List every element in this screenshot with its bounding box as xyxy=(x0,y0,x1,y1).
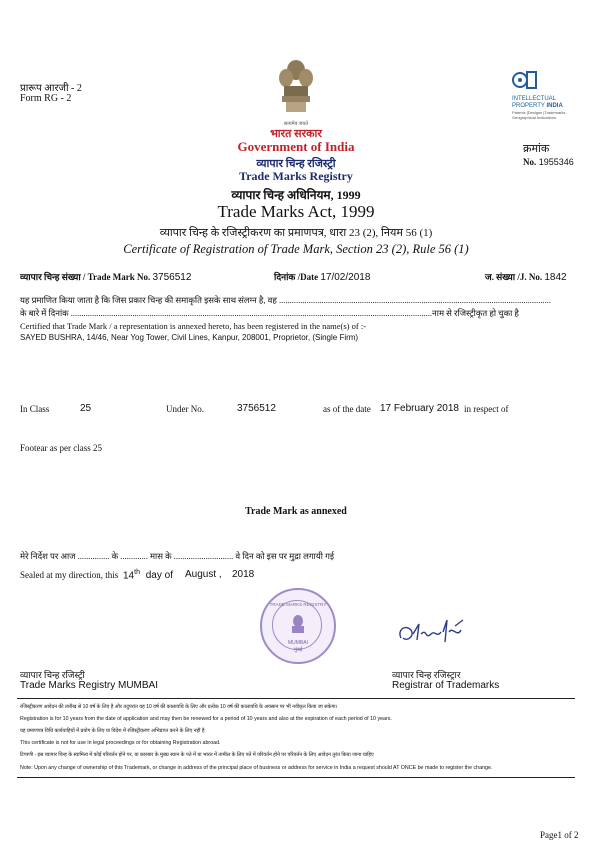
note-hindi-1: रजिस्ट्रीकरण आवेदन की तारीख से 10 वर्ष के लिए है और तदुपरांत यह 10 वर्ष की कालावधि के लिए और प्रत्येक 10 वर्ष की कालावधि के अवसान पर भी नवीकृत किया जा सकेगा। xyxy=(20,704,338,710)
notes-divider-top xyxy=(17,698,575,699)
certify-english: Certified that Trade Mark / a representation is annexed hereto, has been registered in the name(s) of :- xyxy=(20,321,367,331)
journal-value: 1842 xyxy=(544,272,567,283)
cert-english: Certificate of Registration of Trade Mark, Section 23 (2), Rule 56 (1) xyxy=(123,242,469,256)
govt-english: Government of India xyxy=(237,139,355,154)
sealed-year: 2018 xyxy=(232,569,255,580)
sealed-day xyxy=(123,569,173,581)
act-english: Trade Marks Act, 1999 xyxy=(217,202,375,221)
tm-no-value: 3756512 xyxy=(152,272,192,283)
journal-label: ज. संख्या /J. No. xyxy=(485,272,543,282)
goods-description: Footear as per class 25 xyxy=(20,443,102,453)
date-value: 17/02/2018 xyxy=(320,272,371,283)
footer-right-hindi: व्यापार चिन्ह रजिस्ट्रार xyxy=(392,670,461,680)
registry-english: Trade Marks Registry xyxy=(239,169,353,183)
sealed-day-number: 14 xyxy=(123,570,135,582)
sealed-day-suffix: th xyxy=(134,569,140,576)
sealed-label: Sealed at my direction, this xyxy=(20,570,119,580)
form-number: Form RG - 2 xyxy=(20,93,72,104)
seal-bottom-text: MUMBAI xyxy=(288,640,308,646)
page-number: Page1 of 2 xyxy=(540,830,579,840)
registry-hindi: व्यापार चिन्ह रजिस्ट्री xyxy=(256,158,336,170)
footer-left-hindi: व्यापार चिन्ह रजिस्ट्री xyxy=(20,670,85,680)
notes-divider-bottom xyxy=(17,777,575,778)
in-respect-label: in respect of xyxy=(464,404,509,414)
national-emblem xyxy=(272,56,320,127)
sealed-month: August , xyxy=(185,569,222,580)
note-english-2: This certificate is not for use in legal proceedings or for obtaining Registration abroad. xyxy=(20,740,221,746)
ip-logo-line2-strong: INDIA xyxy=(546,103,563,109)
footer-left-english: Trade Marks Registry MUMBAI xyxy=(20,680,158,691)
note-hindi-3: टिप्पणी - इस व्यापार चिन्ह के स्वामित्व में कोई परिवर्तन होने पर, या कारबार के मुख्य स्थान के पते में या भारत में तामील के लिए पते में परिवर्तन होने पर परिवर्तन के लिए आवेदन तुरंत किया जाना चाहिए xyxy=(20,752,374,758)
seal-hindi-text: मुंबई xyxy=(293,648,303,653)
under-no-value: 3756512 xyxy=(237,403,276,414)
certify-hindi-2: के बारे में दिनांक ..........................................................................................................................................................................नाम से रजिस्ट्रीकृत हो चुका है xyxy=(20,308,519,318)
note-hindi-2: यह प्रमाणपत्र विधि कार्यवाहियों में प्रयोग के लिए या विदेश में रजिस्ट्रीकरण अभिप्राप्त करने के लिए नहीं है xyxy=(20,728,205,734)
under-no-label: Under No. xyxy=(166,404,204,414)
in-class-label: In Class xyxy=(20,404,50,414)
registrar-signature xyxy=(395,612,475,652)
ip-logo-line4: Geographical Indications xyxy=(512,115,557,120)
ip-india-emblem-icon xyxy=(512,70,538,90)
serial-hindi: क्रमांक xyxy=(523,143,550,155)
tm-no-label: व्यापार चिन्ह संख्या / Trade Mark No. xyxy=(20,272,151,282)
owner-details: SAYED BUSHRA, 14/46, Near Yog Tower, Civil Lines, Kanpur, 208001, Proprietor, (Single Firm) xyxy=(20,333,359,342)
certify-hindi-1: यह प्रमाणित किया जाता है कि जिस प्रकार चिन्ह की समाकृति इसके साथ संलग्न है, वह ................................................................................................................................ xyxy=(20,295,552,305)
date-label: दिनांक /Date xyxy=(274,272,319,282)
emblem-caption: सत्यमेव जयते xyxy=(283,122,309,127)
serial-value: 1955346 xyxy=(538,157,574,167)
trade-mark-annexed: Trade Mark as annexed xyxy=(245,506,347,517)
sealed-day-word: day of xyxy=(145,570,173,582)
as-of-label: as of the date xyxy=(323,404,371,414)
note-english-3: Note: Upon any change of ownership of this Trademark, or change in address of the principal place of business or address for service in India a request should AT ONCE be made to register the change. xyxy=(20,765,493,771)
form-number-hindi: प्रारूप आरजी - 2 xyxy=(20,83,82,94)
act-hindi: व्यापार चिन्ह अधिनियम, 1999 xyxy=(231,188,361,202)
ip-logo-line1: INTELLECTUAL xyxy=(512,96,557,102)
footer-right-english: Registrar of Trademarks xyxy=(392,680,500,691)
registry-seal xyxy=(260,588,336,664)
note-english-1: Registration is for 10 years from the date of application and may then be renewed for a period of 10 years and also at the expiration of each period of 10 years. xyxy=(20,716,392,722)
ip-logo-line3: Patents |Designs |Trademarks xyxy=(512,110,566,115)
cert-hindi: व्यापार चिन्ह के रजिस्ट्रीकरण का प्रमाणपत्र, धारा 23 (2), नियम 56 (1) xyxy=(159,227,433,239)
seal-top-text: TRADE MARKS REGISTRY xyxy=(269,602,327,607)
class-value: 25 xyxy=(80,403,92,414)
direction-hindi: मेरे निर्देश पर आज ............... के ............. मास के ............................ वे दिन को इस पर मुद्रा लगायी गई xyxy=(20,551,335,561)
serial-label: No. xyxy=(523,157,537,167)
ip-india-logo xyxy=(512,70,566,120)
as-of-value: 17 February 2018 xyxy=(380,403,459,414)
govt-hindi: भारत सरकार xyxy=(270,128,322,140)
seal-emblem-icon xyxy=(288,614,308,636)
ip-logo-line2: PROPERTY xyxy=(512,103,545,109)
